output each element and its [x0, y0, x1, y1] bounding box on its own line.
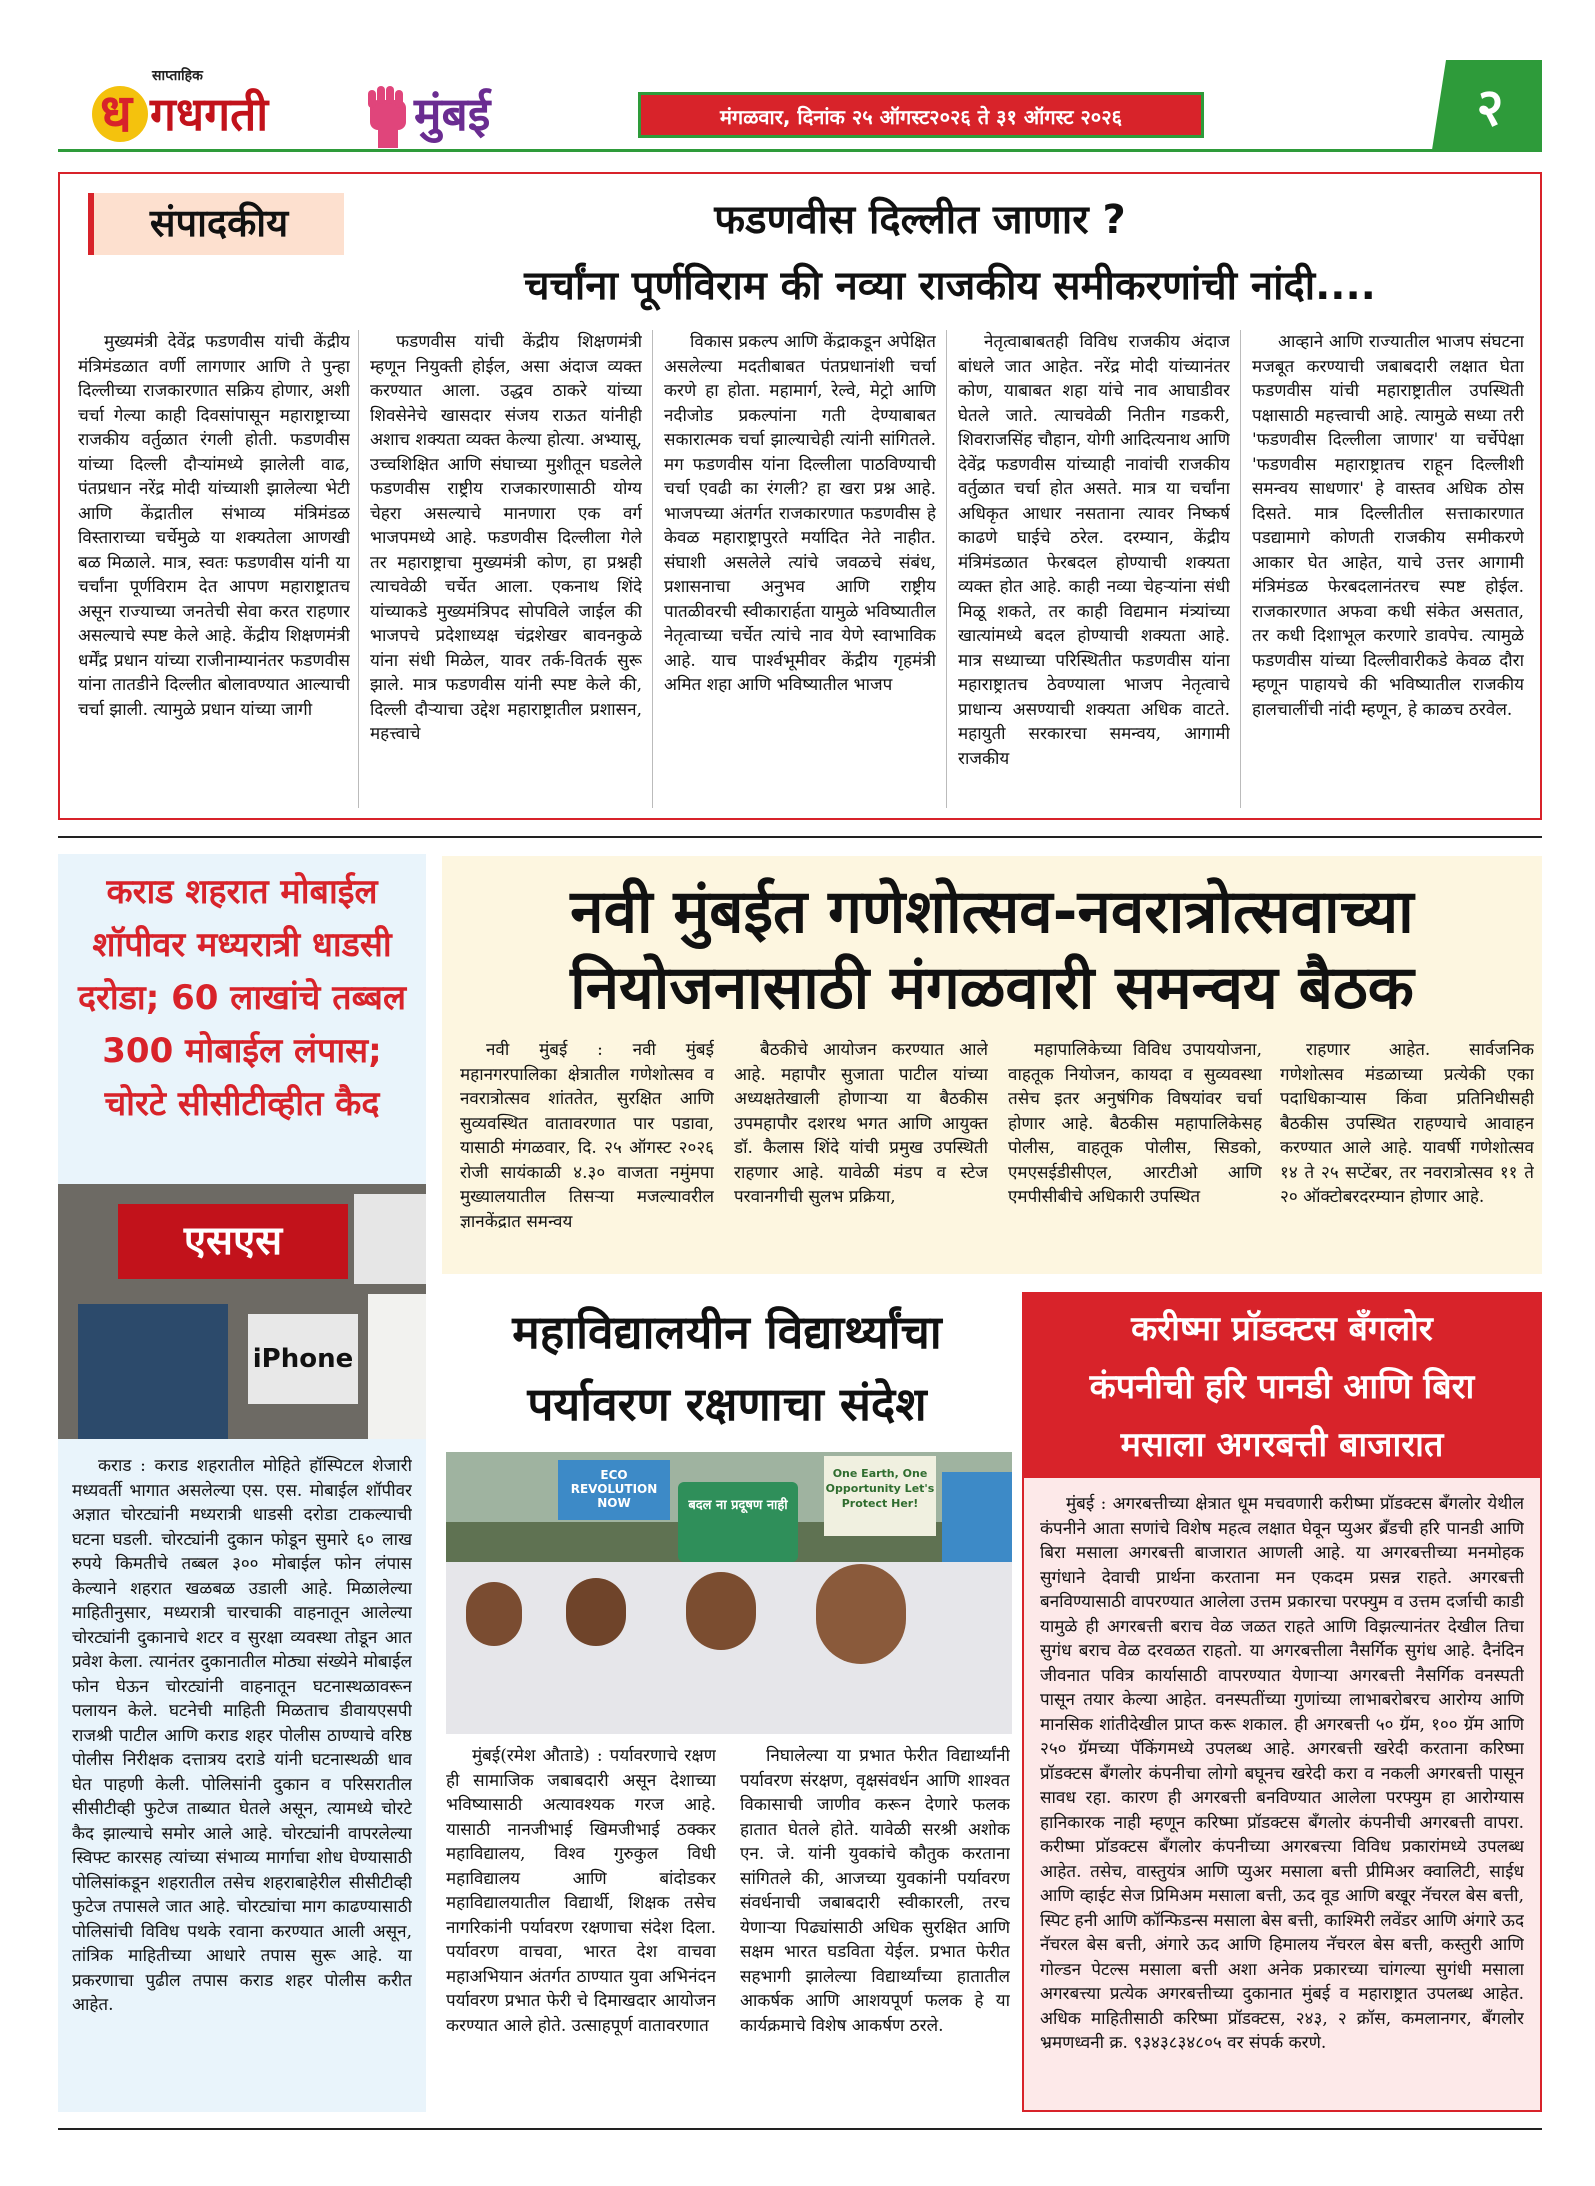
karishma-body-column: [1040, 1492, 1524, 2102]
shop-sign-text: एसएस: [183, 1218, 283, 1264]
editorial-text-5: आव्हाने आणि राज्यातील भाजप संघटना मजबूत करण्याची जबाबदारी लक्षात घेता फडणवीस यांची महाराष्ट्रातील उपस्थिती पक्षासाठी महत्त्वाची आहे. त्यामुळे सध्या तरी 'फडणवीस दिल्लीला जाणार' या चर्चेपेक्षा 'फडणवीस महाराष्ट्रातच राहून दिल्लीशी समन्वय साधणार' हे वास्तव अधिक ठोस दिसते. मात्र दिल्लीतील सत्ताकारणात पडद्यामागे कोणती राजकीय समीकरणे आकार घेत आहेत, याचे उत्तर आगामी मंत्रिमंडळ फेरबदलानंतरच स्पष्ट होईल. राजकारणात अफवा कधी संकेत असतात, तर कधी दिशाभूल करणारे डावपेच. त्यामुळे फडणवीस यांच्या दिल्लीवारीकडे केवळ दौरा म्हणून पाहायचे की भविष्यातील राजकीय हालचालींची नांदी म्हणून, हे काळच ठरवेल.: [1252, 332, 1524, 720]
shop-window: [78, 1304, 228, 1439]
karishma-headline-line2: कंपनीची हरि पानडी आणि बिरा: [1089, 1367, 1475, 1407]
students-headline-line2: पर्यावरण रक्षणाचा संदेश: [527, 1377, 927, 1431]
editorial-column-2: [370, 330, 642, 810]
placard-3: [824, 1456, 936, 1536]
logo[interactable]: [92, 82, 552, 152]
karishma-headline-line3: मसाला अगरबत्ती बाजारात: [1120, 1425, 1444, 1465]
students-text-1: मुंबई(रमेश औताडे) : पर्यावरणाचे रक्षण ही सामाजिक जबाबदारी असून देशाच्या भविष्यासाठी अत्यावश्यक गरज आहे. यासाठी नानजीभाई खिमजीभाई ठक्कर महाविद्यालय, विश्व गुरुकुल विधी महाविद्यालय आणि बांदोडकर महाविद्यालयातील विद्यार्थी, शिक्षक तसेच नागरिकांनी पर्यावरण रक्षणाचा संदेश दिला. पर्यावरण वाचवा, भारत देश वाचवा महाअभियान अंतर्गत ठाण्यात युवा अभिनंदन पर्यावरण प्रभात फेरी चे दिमाखदार आयोजन करण्यात आले होते. उत्साहपूर्ण वातावरणात: [446, 1746, 716, 2036]
shop-sign-right: [354, 1194, 426, 1284]
navi-headline-line2: नियोजनासाठी मंगळवारी समन्वय बैठक: [570, 953, 1414, 1023]
navi-story: [442, 856, 1542, 1274]
editorial-column-3: [664, 330, 936, 810]
karad-body: कराड : कराड शहरातील मोहिते हॉस्पिटल शेजारी मध्यवर्ती भागात असलेल्या एस. एस. मोबाईल शॉपीवर अज्ञात चोरट्यांनी मध्यरात्री धाडसी दरोडा टाकल्याची घटना घडली. चोरट्यांनी दुकान फोडून सुमारे ६० लाख रुपये किमतीचे तब्बल ३०० मोबाईल फोन लंपास केल्याने शहरात खळबळ उडाली आहे. मिळालेल्या माहितीनुसार, मध्यरात्री चारचाकी वाहनातून आलेल्या चोरट्यांनी दुकानाचे शटर व सुरक्षा व्यवस्था तोडून आत प्रवेश केला. त्यानंतर दुकानातील मोठ्या संख्येने मोबाईल फोन घेऊन चोरट्यांनी वाहनातून घटनास्थळावरून पलायन केले. घटनेची माहिती मिळताच डीवायएसपी राजश्री पाटील आणि कराड शहर पोलीस ठाण्याचे वरिष्ठ पोलीस निरीक्षक दत्तात्रय दराडे यांनी घटनास्थळी धाव घेत पाहणी केली. पोलिसांनी दुकान व परिसरातील सीसीटीव्ही फुटेज ताब्यात घेतले असून, त्यामध्ये चोरटे कैद झाल्याचे समोर आले आहे. चोरट्यांनी वापरलेल्या स्विफ्ट कारसह त्यांच्या संभाव्य मार्गाचा शोध घेण्यासाठी पोलिसांकडून शहरातील तसेच शहराबाहेरील सीसीटीव्ही फुटेज तपासले जात आहे. चोरट्यांचा माग काढण्यासाठी पोलिसांची विविध पथके रवाना करण्यात आली असून, तांत्रिक माहितीच्या आधारे तपास सुरू आहे. या प्रकरणाचा पुढील तपास कराड शहर पोलीस करीत आहेत.: [72, 1456, 412, 2015]
student-figure: [466, 1582, 522, 1646]
placard-1: [558, 1460, 670, 1520]
students-column-1: [446, 1744, 716, 2112]
page-number: २: [1476, 78, 1504, 138]
iphone-banner-text: iPhone: [252, 1344, 354, 1374]
navi-text-2: बैठकीचे आयोजन करण्यात आले आहे. महापौर सुजाता पाटील यांच्या अध्यक्षतेखाली होणाऱ्या या बैठकीस उपमहापौर दशरथ भगत आणि आयुक्त डॉ. कैलास शिंदे यांची प्रमुख उपस्थिती राहणार आहे. यावेळी मंडप व स्टेज परवानगीची सुलभ प्रक्रिया,: [734, 1040, 988, 1207]
navi-column-2: [734, 1038, 988, 1264]
editorial-label-box: [88, 193, 344, 255]
weekly-label: साप्ताहिक: [152, 68, 203, 84]
editorial-column-1: [78, 330, 350, 810]
footer-rule: [58, 2128, 1542, 2130]
navi-column-3: [1008, 1038, 1262, 1264]
editorial-text-4: नेतृत्वाबाबतही विविध राजकीय अंदाज बांधले जात आहेत. नरेंद्र मोदी यांच्यानंतर कोण, याबाबत शहा यांचे नाव आघाडीवर घेतले जाते. त्याचवेळी नितीन गडकरी, शिवराजसिंह चौहान, योगी आदित्यनाथ आणि देवेंद्र फडणवीस यांच्याही नावांची राजकीय वर्तुळात चर्चा होत असते. मात्र या चर्चांना अधिकृत आधार नसताना त्यावर निष्कर्ष काढणे घाईचे ठरेल. दरम्यान, केंद्रीय मंत्रिमंडळात फेरबदल होण्याची शक्यता व्यक्त होत आहे. काही नव्या चेहऱ्यांना संधी मिळू शकते, तर काही विद्यमान मंत्र्यांच्या खात्यांमध्ये बदल होण्याची शक्यता आहे. मात्र सध्याच्या परिस्थितीत फडणवीस यांना महाराष्ट्रातच ठेवण्याला भाजप नेतृत्वाचे प्राधान्य असण्याची शक्यता अधिक वाटते. महायुती सरकारचा समन्वय, आगामी राजकीय: [958, 332, 1230, 769]
karishma-story: [1022, 1292, 1542, 2112]
column-divider: [946, 330, 947, 808]
date-line: मंगळवार, दिनांक २५ ऑगस्ट२०२६ ते ३१ ऑगस्ट २०२६: [719, 105, 1123, 129]
students-column-2: [740, 1744, 1010, 2112]
students-text-2: निघालेल्या या प्रभात फेरीत विद्यार्थ्यांनी पर्यावरण संरक्षण, वृक्षसंवर्धन आणि शाश्वत विकासाची जाणीव करून देणारे फलक हातात घेतले होते. यावेळी सरश्री अशोक एन. जे. यांनी युवकांचे कौतुक करताना सांगितले की, आजच्या युवकांनी पर्यावरण संवर्धनाची जबाबदारी स्वीकारली, तरच येणाऱ्या पिढ्यांसाठी अधिक सुरक्षित आणि सक्षम भारत घडविता येईल. प्रभात फेरीत सहभागी झालेल्या विद्यार्थ्यांच्या हातातील आकर्षक आणि आशयपूर्ण फलक हे या कार्यक्रमाचे विशेष आकर्षण ठरले.: [740, 1746, 1010, 2036]
editorial-headline-line2: चर्चांना पूर्णविराम की नव्या राजकीय समीकरणांची नांदी....: [524, 263, 1376, 309]
iphone-banner: [248, 1314, 358, 1404]
logo-part2: मुंबई: [414, 87, 491, 141]
placard-4: [942, 1472, 1012, 1562]
editorial-text-1: मुख्यमंत्री देवेंद्र फडणवीस यांची केंद्रीय मंत्रिमंडळात वर्णी लागणार आणि ते पुन्हा दिल्लीच्या राजकारणात सक्रिय होणार, अशी चर्चा गेल्या काही दिवसांपासून महाराष्ट्राच्या राजकीय वर्तुळात रंगली होती. फडणवीस यांच्या दिल्ली दौऱ्यांमध्ये झालेली वाढ, पंतप्रधान नरेंद्र मोदी यांच्याशी झालेल्या भेटी आणि केंद्रातील संभाव्य मंत्रिमंडळ विस्ताराच्या चर्चेमुळे या शक्यतेला आणखी बळ मिळाले. मात्र, स्वतः फडणवीस यांनी या चर्चांना पूर्णविराम देत आपण महाराष्ट्रातच असून राज्याच्या जनतेची सेवा करत राहणार असल्याचे स्पष्ट केले आहे. केंद्रीय शिक्षणमंत्री धर्मेंद्र प्रधान यांच्या राजीनाम्यानंतर फडणवीस यांना तातडीने दिल्लीत बोलावण्यात आल्याची चर्चा झाली. त्यामुळे प्रधान यांच्या जागी: [78, 332, 350, 720]
shop-sign: [118, 1204, 348, 1279]
column-divider: [652, 330, 653, 808]
karad-headline: कराड शहरात मोबाईल शॉपीवर मध्यरात्री धाडसी दरोडा; 60 लाखांचे तब्बल 300 मोबाईल लंपास; चोरटे सीसीटीव्हीत कैद: [77, 872, 407, 1124]
placard-3-text: One Earth, One Opportunity Let's Protect Her!: [825, 1467, 935, 1510]
student-figure: [816, 1564, 906, 1664]
navi-text-4: राहणार आहेत. सार्वजनिक गणेशोत्सव मंडळाच्या प्रत्येकी एका पदाधिकाऱ्यास किंवा प्रतिनिधीसही बैठकीस उपस्थित राहण्याचे आवाहन करण्यात आले आहे. यावर्षी गणेशोत्सव १४ ते २५ सप्टेंबर, तर नवरात्रोत्सव ११ ते २० ऑक्टोबरदरम्यान होणार आहे.: [1280, 1040, 1534, 1207]
editorial-column-4: [958, 330, 1230, 810]
navi-column-4: [1280, 1038, 1534, 1264]
placard-2: [678, 1482, 798, 1562]
students-rally-photo: [446, 1452, 1012, 1734]
editorial-label: संपादकीय: [149, 201, 289, 245]
editorial-headline-line1: फडणवीस दिल्लीत जाणार ?: [714, 197, 1126, 243]
fist-emblem-icon: [360, 82, 416, 150]
column-divider: [358, 330, 359, 808]
karad-shop-photo: [58, 1184, 426, 1439]
karad-story: [58, 854, 426, 2112]
karishma-headline-box: [1024, 1294, 1540, 1478]
editorial-column-5: [1252, 330, 1524, 810]
placard-1-text: ECO REVOLUTION NOW: [570, 1468, 658, 1510]
editorial-text-3: विकास प्रकल्प आणि केंद्राकडून अपेक्षित असलेल्या मदतीबाबत पंतप्रधानांशी चर्चा करणे हा होता. महामार्ग, रेल्वे, मेट्रो आणि नदीजोड प्रकल्पांना गती देण्याबाबत सकारात्मक चर्चा झाल्याचेही त्यांनी सांगितले. मग फडणवीस यांना दिल्लीला पाठविण्याची चर्चा एवढी का रंगली? हा खरा प्रश्न आहे. भाजपच्या अंतर्गत राजकारणात फडणवीस हे केवळ महाराष्ट्रापुरते मर्यादित नेते नाहीत. संघाशी असलेले त्यांचे जवळचे संबंध, प्रशासनाचा अनुभव आणि राष्ट्रीय पातळीवरची स्वीकारार्हता यामुळे भविष्यातील नेतृत्वाच्या चर्चेत त्यांचे नाव येणे स्वाभाविक आहे. याच पार्श्वभूमीवर केंद्रीय गृहमंत्री अमित शहा आणि भविष्यातील भाजप: [664, 332, 936, 695]
navi-text-3: महापालिकेच्या विविध उपाययोजना, वाहतूक नियोजन, कायदा व सुव्यवस्था तसेच इतर अनुषंगिक विषयांवर चर्चा होणार आहे. बैठकीस महापालिकेसह पोलीस, वाहतूक पोलीस, सिडको, एमएसईडीसीएल, आरटीओ आणि एमपीसीबीचे अधिकारी उपस्थित: [1008, 1040, 1262, 1207]
masthead-rule: [58, 149, 1542, 152]
shop-pillar: [368, 1294, 426, 1439]
student-figure: [566, 1578, 626, 1646]
placard-2-text: बदल ना प्रदूषण नाही: [688, 1498, 788, 1513]
date-banner: [638, 92, 1204, 138]
logo-part1: गधगती: [150, 87, 269, 141]
karishma-body: मुंबई : अगरबत्तीच्या क्षेत्रात धूम मचवणारी करीष्मा प्रॉडक्टस बँगलोर येथील कंपनीने आता सणांचे विशेष महत्व लक्षात घेवून प्युअर ब्रँडची हरि पानडी आणि बिरा मसाला अगरबत्ती बाजारात आणली आहे. या अगरबत्तीच्या मनमोहक सुगंधाने देवाची प्रार्थना करताना मन एकदम प्रसन्न राहते. अगरबत्ती बनविण्यासाठी वापरण्यात आलेला उत्तम प्रकारचा परफ्युम व उत्तम दर्जाची काडी यामुळे ही अगरबत्ती बराच वेळ जळत राहते आणि विझल्यानंतर देखील तिचा सुगंध बराच वेळ दरवळत राहतो. या अगरबत्तीला नैसर्गिक सुगंध आहे. दैनंदिन जीवनात पवित्र कार्यासाठी वापरण्यात येणाऱ्या अगरबत्ती नैसर्गिक वनस्पती पासून तयार केल्या आहेत. वनस्पतींच्या गुणांच्या लाभाबरोबरच आरोग्य आणि मानसिक शांतीदेखील प्राप्त करू शकाल. ही अगरबत्ती ५० ग्रॅम, १०० ग्रॅम आणि २५० ग्रॅमच्या पॅकिंगमध्ये उपलब्ध आहे. अगरबत्ती खरेदी करताना करिष्मा प्रॉडक्टस बँगलोर कंपनीचा लोगो बघूनच खरेदी करा व नकली अगरबत्ती पासून सावध रहा. कारण ही अगरबत्ती बनविण्यात आलेला परफ्युम हा आरोग्यास हानिकारक नाही म्हणून करिष्मा प्रॉडक्टस बँगलोर कंपनीची अगरबत्ती वापरा. करीष्मा प्रॉडक्टस बँगलोर कंपनीच्या अगरबत्त्या विविध प्रकारांमध्ये उपलब्ध आहेत. तसेच, वास्तुयंत्र आणि प्युअर मसाला बत्ती प्रीमिअर क्वालिटी, साईध आणि व्हाईट सेज प्रिमिअम मसाला बत्ती, ऊद वूड आणि बखूर नॅचरल बेस बत्ती, स्पिट हनी आणि कॉन्फिडन्स मसाला बेस बत्ती, काश्मिरी लवेंडर आणि अंगारे ऊद नॅचरल बेस बत्ती, अंगारे ऊद आणि हिमालय नॅचरल बेस बत्ती, कस्तुरी आणि गोल्डन पेटल्स मसाला बत्ती अशा अनेक प्रकारच्या चांगल्या सुगंधी मसाला अगरबत्त्या प्रत्येक अगरबत्तीच्या दुकानात मुंबई व महाराष्ट्रात उपलब्ध आहेत. अधिक माहितीसाठी करिष्मा प्रॉडक्टस, २४३, २ क्रॉस, कमलानगर, बँगलोर भ्रमणध्वनी क्र. ९३४३८३४८०५ वर संपर्क करणे.: [1040, 1494, 1524, 2053]
navi-text-1: नवी मुंबई : नवी मुंबई महानगरपालिका क्षेत्रातील गणेशोत्सव व नवरात्रोत्सव शांततेत, सुरक्षित आणि सुव्यवस्थित वातावरणात पार पडावा, यासाठी मंगळवार, दि. २५ ऑगस्ट २०२६ रोजी सायंकाळी ४.३० वाजता नमुंमपा मुख्यालयातील तिसऱ्या मजल्यावरील ज्ञानकेंद्रात समन्वय: [460, 1040, 714, 1232]
column-divider: [1240, 330, 1241, 808]
section-rule: [58, 836, 1542, 838]
editorial-text-2: फडणवीस यांची केंद्रीय शिक्षणमंत्री म्हणून नियुक्ती होईल, असा अंदाज व्यक्त करण्यात आला. उद्धव ठाकरे यांच्या शिवसेनेचे खासदार संजय राऊत यांनीही अशाच शक्यता व्यक्त केल्या होत्या. अभ्यासू, उच्चशिक्षित आणि संघाच्या मुशीतून घडलेले फडणवीस राष्ट्रीय राजकारणासाठी योग्य चेहरा असल्याचे मानणारा एक वर्ग भाजपमध्ये आहे. फडणवीस दिल्लीला गेले तर महाराष्ट्राचा मुख्यमंत्री कोण, हा प्रश्नही त्याचवेळी चर्चेत आला. एकनाथ शिंदे यांच्याकडे मुख्यमंत्रिपद सोपविले जाईल की भाजपचे प्रदेशाध्यक्ष चंद्रशेखर बावनकुळे यांना संधी मिळेल, यावर तर्क-वितर्क सुरू झाले. मात्र फडणवीस यांनी स्पष्ट केले की, दिल्ली दौऱ्याचा उद्देश महाराष्ट्रातील प्रशासन, महत्त्वाचे: [370, 332, 642, 744]
students-headline-line1: महाविद्यालयीन विद्यार्थ्यांचा: [512, 1305, 942, 1359]
karishma-headline-line1: करीष्मा प्रॉडक्टस बँगलोर: [1131, 1309, 1433, 1349]
student-figure: [686, 1572, 756, 1650]
navi-headline-line1: नवी मुंबईत गणेशोत्सव-नवरात्रोत्सवाच्या: [570, 877, 1414, 947]
logo-letter: ध: [100, 84, 132, 144]
navi-column-1: [460, 1038, 714, 1264]
karad-body-column: [72, 1454, 412, 2104]
